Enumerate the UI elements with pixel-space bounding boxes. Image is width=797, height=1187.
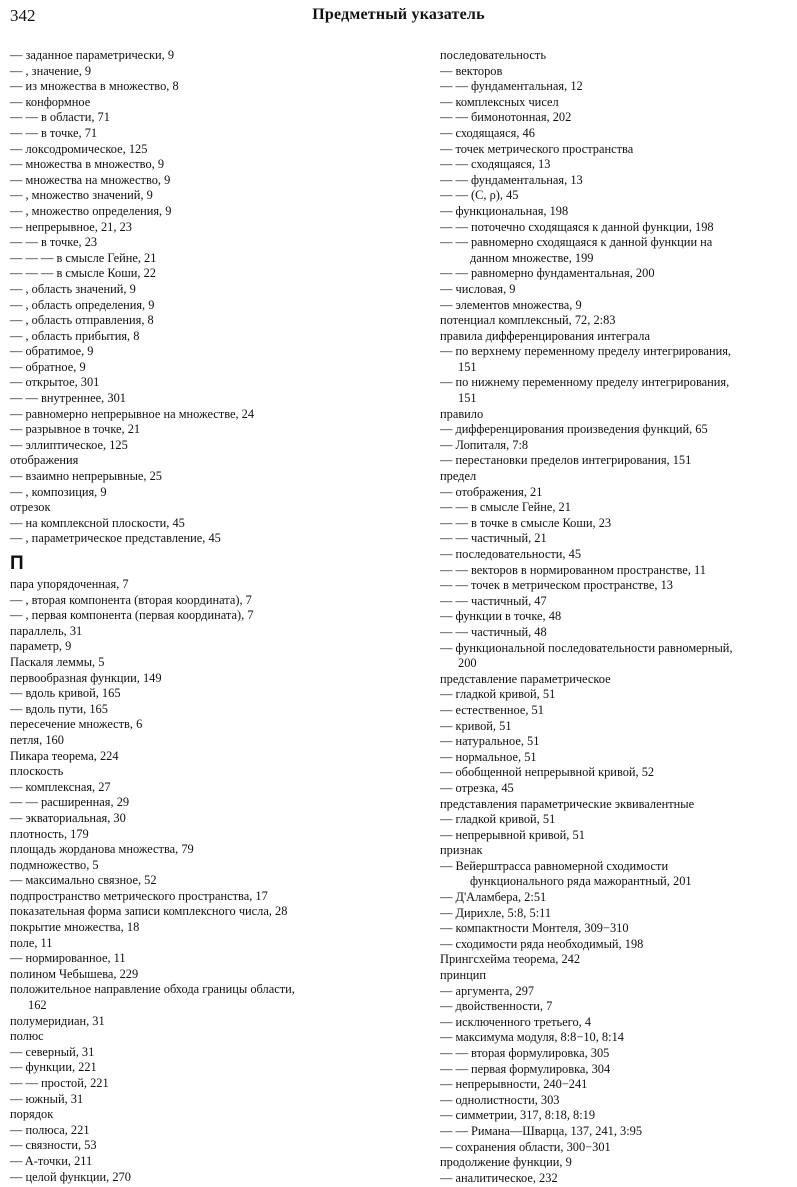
index-entry: — — — в смысле Коши, 22 — [10, 266, 156, 281]
index-entry: — по нижнему переменному пределу интегрирования, — [440, 375, 730, 390]
index-entry: последовательность — [440, 48, 546, 62]
index-entry: полюс — [10, 1029, 44, 1044]
index-entry: — — поточечно сходящаяся к данной функции, 198 — [440, 219, 714, 234]
index-entry: — экваториальная, 30 — [10, 810, 126, 825]
index-entry: — — равномерно сходящаяся к данной функции на — [440, 235, 713, 250]
index-entry: площадь жорданова множества, 79 — [10, 842, 194, 857]
index-entry: — южный, 31 — [10, 1091, 84, 1106]
index-entry: — двойственности, 7 — [440, 999, 553, 1014]
index-entry: плотность, 179 — [10, 826, 89, 841]
index-entry: принцип — [440, 968, 486, 983]
index-entry: — — в области, 71 — [10, 110, 110, 125]
index-entry: — отображения, 21 — [440, 484, 543, 499]
index-entry: пересечение множеств, 6 — [10, 717, 143, 732]
index-section-letter: П — [10, 553, 24, 574]
index-entry: — на комплексной плоскости, 45 — [10, 515, 185, 530]
index-entry: — , область значений, 9 — [10, 281, 136, 296]
index-entry: — — (C, ρ), 45 — [440, 188, 519, 203]
index-entry: Паскаля леммы, 5 — [10, 654, 105, 669]
index-entry: — взаимно непрерывные, 25 — [10, 469, 162, 484]
index-entry: — сходящаяся, 46 — [440, 125, 535, 140]
index-entry: — Лопиталя, 7:8 — [440, 437, 529, 452]
index-entry: — эллиптическое, 125 — [10, 437, 128, 452]
index-entry: — однолистности, 303 — [440, 1092, 560, 1107]
index-entry: — обобщенной непрерывной кривой, 52 — [440, 765, 655, 780]
index-entry: правила дифференцирования интеграла — [440, 328, 650, 343]
index-entry: — функциональная, 198 — [440, 203, 569, 218]
index-entry: — , множество определения, 9 — [10, 203, 172, 218]
index-entry: продолжение функции, 9 — [440, 1155, 572, 1170]
index-entry: — нормальное, 51 — [440, 749, 537, 764]
index-entry: — открытое, 301 — [10, 375, 100, 390]
index-entry: — исключенного третьего, 4 — [440, 1014, 592, 1029]
page-title: Предметный указатель — [312, 6, 485, 23]
index-entry: показательная форма записи комплексного числа, 28 — [10, 904, 288, 919]
index-entry: — числовая, 9 — [440, 281, 516, 296]
index-entry: — — внутреннее, 301 — [10, 391, 126, 406]
index-entry: — — первая формулировка, 304 — [440, 1061, 611, 1076]
index-entry: — — в точке, 71 — [10, 125, 98, 140]
index-entry: отображения — [10, 453, 79, 468]
index-entry: представление параметрическое — [440, 671, 611, 686]
index-entry: — обратное, 9 — [10, 359, 86, 374]
index-entry: представления параметрические эквивалентные — [440, 796, 695, 811]
index-entry: — дифференцирования произведения функций, 65 — [440, 422, 708, 437]
index-entry: — аналитическое, 232 — [440, 1170, 558, 1185]
index-entry: — — в точке в смысле Коши, 23 — [440, 515, 612, 530]
index-entry: — по верхнему переменному пределу интегрирования, — [440, 344, 732, 359]
index-entry: — , композиция, 9 — [10, 484, 107, 499]
index-entry: — функции, 221 — [10, 1060, 97, 1075]
index-entry: — — бимонотонная, 202 — [440, 110, 572, 125]
index-entry: — , значение, 9 — [10, 63, 92, 78]
index-entry: — — фундаментальная, 13 — [440, 172, 583, 187]
index-column-left — [10, 48, 395, 1185]
index-entry: — A-точки, 211 — [10, 1153, 93, 1168]
index-entry: предел — [440, 469, 477, 484]
index-entry: — элементов множества, 9 — [440, 297, 582, 312]
index-entry: — функции в точке, 48 — [440, 609, 562, 624]
index-entry: первообразная функции, 149 — [10, 670, 162, 685]
index-entry: — — Римана—Шварца, 137, 241, 3:95 — [440, 1123, 643, 1138]
index-entry: — кривой, 51 — [440, 718, 512, 733]
index-entry: 200 — [458, 656, 477, 671]
index-entry: — множества в множество, 9 — [10, 157, 165, 172]
index-entry: параллель, 31 — [10, 623, 83, 638]
index-entry: Пикара теорема, 224 — [10, 748, 119, 763]
index-entry: — локсодромическое, 125 — [10, 141, 148, 156]
index-entry: — заданное параметрически, 9 — [10, 48, 175, 62]
index-entry: — — частичный, 21 — [440, 531, 547, 546]
index-entry: — — частичный, 48 — [440, 624, 547, 639]
index-entry: полумеридиан, 31 — [10, 1013, 105, 1028]
index-entry: — — вторая формулировка, 305 — [440, 1046, 610, 1060]
index-entry: — непрерывности, 240−241 — [440, 1077, 588, 1092]
index-entry: — комплексная, 27 — [10, 779, 111, 794]
index-entry: потенциал комплексный, 72, 2:83 — [440, 313, 616, 328]
index-entry: — вдоль кривой, 165 — [10, 686, 121, 701]
index-entry: — , область прибытия, 8 — [10, 328, 140, 343]
index-entry: — точек метрического пространства — [440, 141, 634, 156]
index-entry: — целой функции, 270 — [10, 1169, 131, 1184]
index-entry: данном множестве, 199 — [470, 250, 594, 265]
index-entry: — , параметрическое представление, 45 — [10, 531, 221, 546]
index-entry: поле, 11 — [10, 935, 53, 950]
index-entry: функционального ряда мажорантный, 201 — [470, 874, 692, 889]
index-entry: — последовательности, 45 — [440, 547, 582, 561]
index-entry: — гладкой кривой, 51 — [440, 812, 556, 827]
index-entry: порядок — [10, 1107, 54, 1122]
index-entry: — функциональной последовательности равномерный, — [440, 640, 733, 655]
index-entry: — равномерно непрерывное на множестве, 24 — [10, 406, 255, 421]
index-entry: — натуральное, 51 — [440, 734, 540, 749]
index-entry: — отрезка, 45 — [440, 780, 514, 795]
index-entry: — аргумента, 297 — [440, 983, 535, 998]
index-entry: — нормированное, 11 — [10, 951, 126, 966]
page-number: 342 — [10, 6, 36, 25]
index-entry: положительное направление обхода границы области, — [10, 982, 295, 997]
index-entry: — максимума модуля, 8:8−10, 8:14 — [440, 1030, 624, 1045]
index-entry: — северный, 31 — [10, 1044, 95, 1059]
index-entry: — — фундаментальная, 12 — [440, 79, 583, 94]
index-entry: — — расширенная, 29 — [10, 795, 130, 810]
index-entry: — обратимое, 9 — [10, 344, 94, 359]
index-entry: — — сходящаяся, 13 — [440, 157, 551, 172]
index-entry: — симметрии, 317, 8:18, 8:19 — [440, 1108, 596, 1123]
index-entry: — векторов — [440, 63, 503, 78]
index-entry: — из множества в множество, 8 — [10, 79, 179, 94]
index-entry: плоскость — [10, 764, 64, 779]
page-header — [0, 0, 797, 40]
index-entry: признак — [440, 843, 483, 858]
index-entry: 162 — [28, 998, 47, 1013]
index-entry: — разрывное в точке, 21 — [10, 422, 141, 437]
index-entry: — Вейерштрасса равномерной сходимости — [440, 858, 669, 873]
index-entry: — непрерывной кривой, 51 — [440, 827, 585, 842]
index-entry: — связности, 53 — [10, 1138, 97, 1153]
index-entry: — сохранения области, 300−301 — [440, 1139, 611, 1154]
index-entry: — — частичный, 47 — [440, 593, 547, 608]
index-entry: 151 — [458, 359, 477, 374]
index-entry: — гладкой кривой, 51 — [440, 687, 556, 702]
index-entry: параметр, 9 — [10, 639, 72, 654]
index-entry: — — в смысле Гейне, 21 — [440, 500, 571, 515]
index-entry: — — векторов в нормированном пространстве, 11 — [440, 562, 706, 577]
index-entry: — компактности Монтеля, 309−310 — [440, 921, 629, 936]
index-entry: Прингсхейма теорема, 242 — [440, 952, 581, 967]
index-entry: — , первая компонента (первая координата), 7 — [10, 608, 254, 623]
index-entry: — — в точке, 23 — [10, 235, 98, 250]
index-entry: — конформное — [10, 94, 91, 109]
index-entry: — — точек в метрическом пространстве, 13 — [440, 578, 673, 593]
index-entry: — — простой, 221 — [10, 1076, 109, 1090]
index-entry: — комплексных чисел — [440, 94, 559, 109]
index-entry: полином Чебышева, 229 — [10, 966, 139, 981]
index-entry: петля, 160 — [10, 732, 64, 747]
index-entry: — естественное, 51 — [440, 702, 544, 717]
index-entry: — — — в смысле Гейне, 21 — [10, 250, 157, 265]
index-entry: — — равномерно фундаментальная, 200 — [440, 266, 655, 281]
index-column-right — [440, 48, 790, 1186]
index-entry: — Д'Аламбера, 2:51 — [440, 890, 547, 905]
index-entry: — множества на множество, 9 — [10, 172, 171, 187]
index-entry: — , область отправления, 8 — [10, 313, 154, 328]
index-entry: 151 — [458, 391, 477, 406]
index-entry: подмножество, 5 — [10, 857, 99, 872]
index-entry: — сходимости ряда необходимый, 198 — [440, 936, 644, 951]
index-entry: — , область определения, 9 — [10, 297, 155, 312]
index-entry: — перестановки пределов интегрирования, 151 — [440, 453, 692, 468]
index-entry: — непрерывное, 21, 23 — [10, 219, 132, 234]
index-entry: — максимально связное, 52 — [10, 873, 157, 888]
index-entry: — Дирихле, 5:8, 5:11 — [440, 905, 552, 920]
index-entry: пара упорядоченная, 7 — [10, 577, 129, 591]
index-entry: подпространство метрического пространства, 17 — [10, 888, 268, 903]
index-entry: правило — [440, 406, 484, 421]
index-entry: отрезок — [10, 500, 51, 515]
index-entry: покрытие множества, 18 — [10, 920, 140, 935]
index-entry: — вдоль пути, 165 — [10, 701, 108, 716]
index-entry: — , вторая компонента (вторая координата), 7 — [10, 592, 252, 607]
index-entry: — , множество значений, 9 — [10, 188, 153, 203]
index-entry: — полюса, 221 — [10, 1122, 90, 1137]
